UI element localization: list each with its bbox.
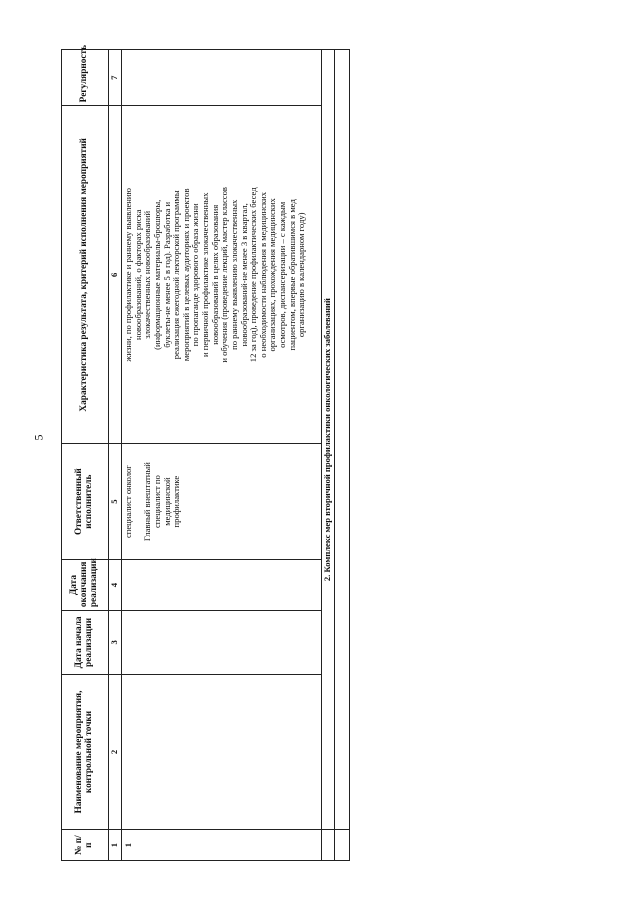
header-responsible: Ответственный исполнитель (62, 444, 109, 560)
page-number: 5 (31, 434, 46, 441)
column-number: 2 (109, 674, 122, 830)
rotated-table-container (61, 45, 371, 861)
header-number: № п/п (62, 830, 109, 861)
result-line: осмотров, диспансеризации – с каждым (277, 201, 287, 348)
section-row (322, 50, 335, 861)
section-number-cell (322, 830, 335, 861)
result-line: злокачественных новообразований (142, 210, 153, 339)
responsible-cell (122, 444, 322, 560)
column-number: 5 (109, 444, 122, 560)
responsible-line: Главный внештатный (142, 462, 153, 542)
result-line: (информационные материалы-брошюры, (151, 199, 162, 350)
responsible-line: специалист онколог (123, 465, 133, 539)
table-row (122, 50, 322, 861)
result-line: организациях, прохождения медицинских (267, 198, 278, 352)
result-line: новообразований в целях образования (209, 204, 220, 345)
column-number: 1 (109, 830, 122, 861)
result-line: реализация ежегодной лекторской программы (171, 190, 182, 360)
header-result: Характеристика результата, критерий исполнения мероприятий (62, 106, 109, 444)
result-line: по пропаганде здорового образа жизни (190, 203, 201, 347)
responsible-line: медицинской (161, 477, 172, 526)
result-line: и обучения (проведение лекций, мастер классов (219, 187, 230, 363)
result-line: и первичной профилактике злокачественных (200, 192, 210, 358)
empty-cell (335, 50, 350, 830)
activity-cell (122, 674, 322, 830)
regularity-cell (122, 50, 322, 106)
plan-table (61, 45, 350, 861)
responsible-line: специалист по (151, 475, 162, 529)
column-number: 4 (109, 559, 122, 610)
result-line: жизни, по профилактике и раннему выявлению (123, 188, 133, 362)
section-title: 2. Комплекс мер вторичной профилактики онкологических заболеваний (322, 50, 335, 830)
responsible-line: профилактике (171, 475, 182, 528)
table-row (335, 50, 350, 861)
header-row (62, 50, 109, 861)
column-number: 6 (109, 106, 122, 444)
result-line: по раннему выявлению злокачественных (228, 199, 239, 350)
result-line: 12 за год), проведение профилактических бесед (248, 187, 259, 363)
empty-cell (335, 830, 350, 861)
header-end-date: Дата окончания реализации (62, 559, 109, 610)
end-date-cell (122, 559, 322, 610)
header-start-date: Дата начала реализации (62, 611, 109, 674)
result-line: организацию в календарном году) (296, 212, 307, 338)
header-activity: Наименование мероприятия, контрольной точки (62, 674, 109, 830)
result-line: буклеты-не менее 5 в год). Разработка и (161, 201, 172, 348)
result-cell (122, 106, 322, 444)
result-line: пациентом, впервые обратившимся в мед (286, 199, 297, 351)
row-number: 1 (122, 830, 322, 861)
result-line: новообразований, о факторах риска (132, 209, 143, 341)
result-line: новообразований-не менее 3 в квартал, (238, 203, 249, 347)
header-regularity: Регулярность (62, 50, 109, 106)
column-number-row (109, 50, 122, 861)
start-date-cell (122, 611, 322, 674)
column-number: 3 (109, 611, 122, 674)
result-line: мероприятий в целевых аудиториях и проектов (180, 188, 191, 362)
column-number: 7 (109, 50, 122, 106)
result-line: о необходимости наблюдения в медицинских (257, 191, 268, 358)
